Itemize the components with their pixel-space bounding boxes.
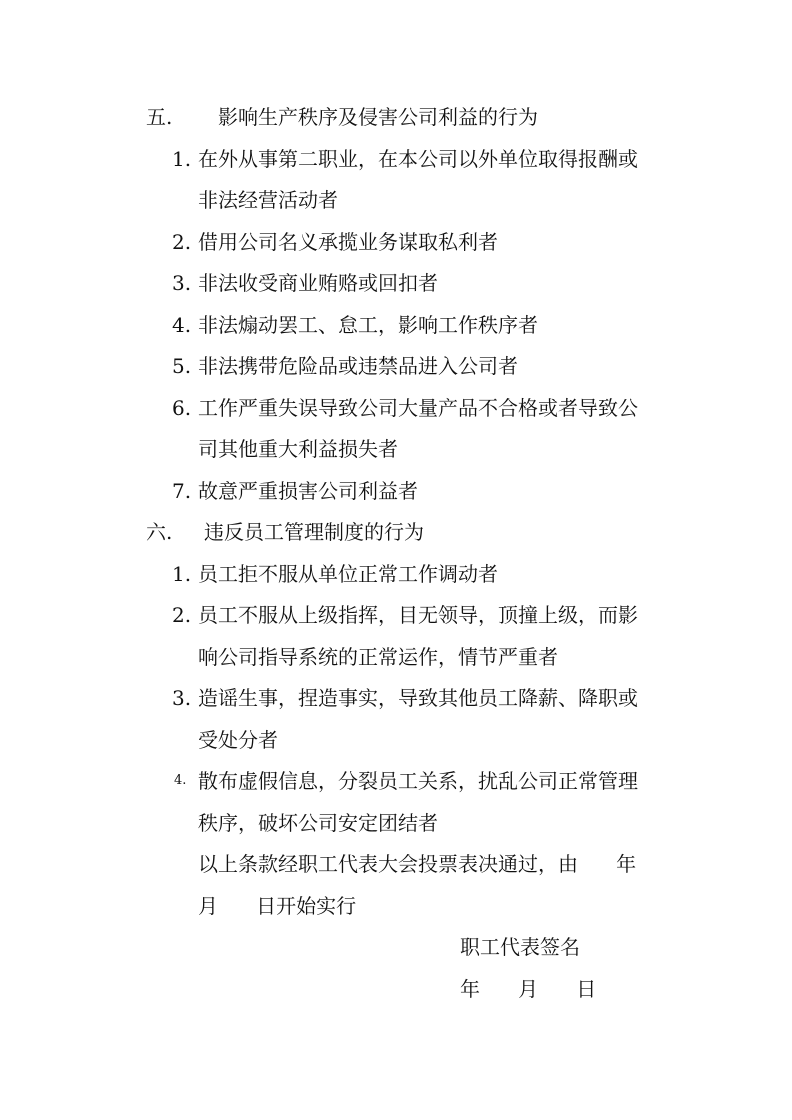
section-title: 影响生产秩序及侵害公司利益的行为	[218, 105, 538, 129]
item-text: 司其他重大利益损失者	[198, 437, 398, 461]
item-number: 3.	[172, 271, 192, 295]
item-number: 6.	[172, 396, 192, 420]
item-number: 4.	[174, 773, 187, 788]
item-text: 非法携带危险品或违禁品进入公司者	[198, 354, 518, 378]
item-text: 受处分者	[198, 728, 278, 752]
item-number: 4.	[172, 313, 192, 337]
item-text: 员工不服从上级指挥，目无领导，顶撞上级，而影	[198, 603, 638, 627]
item-text: 非法经营活动者	[198, 188, 338, 212]
item-number: 2.	[172, 603, 192, 627]
signature-label: 职工代表签名	[460, 935, 580, 959]
item-text: 故意严重损害公司利益者	[198, 479, 418, 503]
item-number: 3.	[172, 686, 192, 710]
item-text: 秩序，破坏公司安定团结者	[198, 811, 438, 835]
item-text: 非法煽动罢工、怠工，影响工作秩序者	[198, 313, 538, 337]
item-text: 非法收受商业贿赂或回扣者	[198, 271, 438, 295]
item-number: 7.	[172, 479, 192, 503]
signature-date: 年 月 日	[460, 977, 597, 1001]
item-text: 借用公司名义承揽业务谋取私利者	[198, 230, 498, 254]
item-number: 5.	[172, 354, 192, 378]
section-number: 六.	[146, 520, 173, 544]
closing-line-2: 月 日开始实行	[198, 894, 357, 918]
item-text: 在外从事第二职业，在本公司以外单位取得报酬或	[198, 147, 638, 171]
closing-line-1: 以上条款经职工代表大会投票表决通过，由 年	[198, 852, 637, 876]
item-text: 工作严重失误导致公司大量产品不合格或者导致公	[198, 396, 638, 420]
section-number: 五.	[146, 105, 173, 129]
item-number: 2.	[172, 230, 192, 254]
section-title: 违反员工管理制度的行为	[204, 520, 424, 544]
item-number: 1.	[172, 147, 192, 171]
item-text: 员工拒不服从单位正常工作调动者	[198, 562, 498, 586]
item-text: 造谣生事，捏造事实，导致其他员工降薪、降职或	[198, 686, 638, 710]
item-number: 1.	[172, 562, 192, 586]
item-text: 响公司指导系统的正常运作，情节严重者	[198, 645, 558, 669]
item-text: 散布虚假信息，分裂员工关系，扰乱公司正常管理	[198, 769, 638, 793]
